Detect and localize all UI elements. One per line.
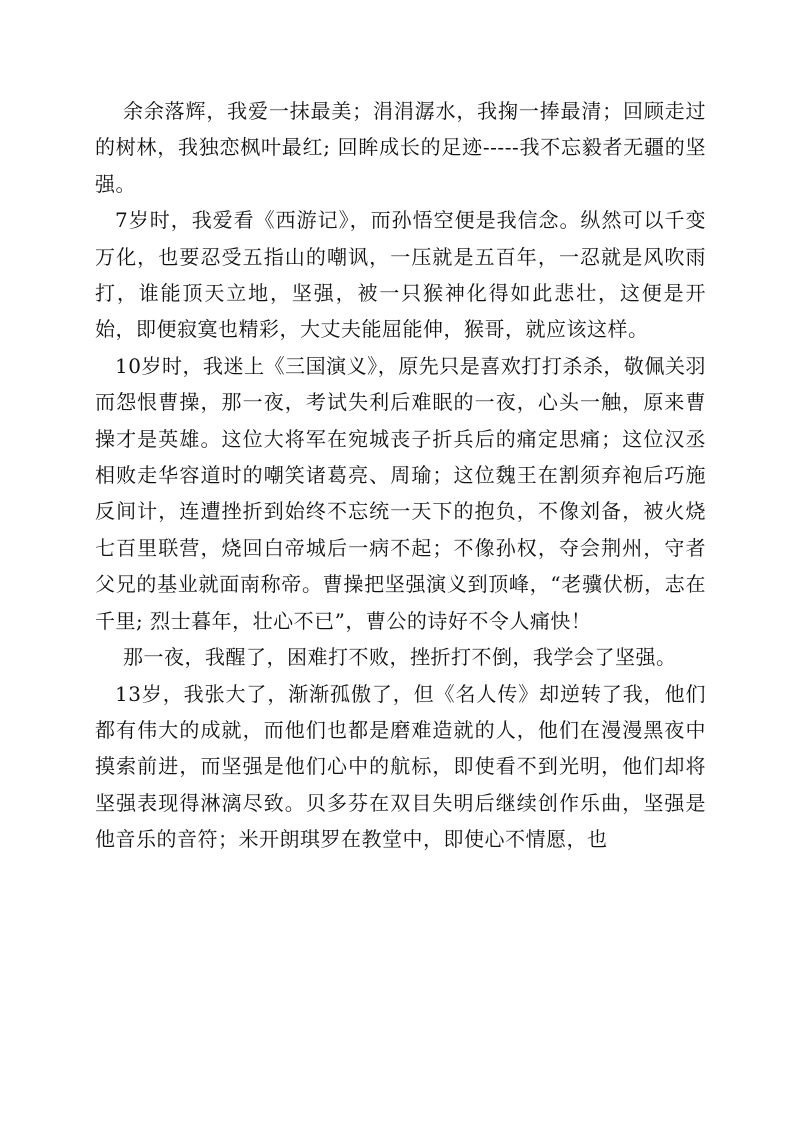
paragraph-that-night: 那一夜，我醒了，困难打不败，挫折打不倒，我学会了坚强。 [123, 645, 677, 670]
document-page [95, 93, 706, 858]
paragraph-age-13: 13岁，我张大了，渐渐孤傲了，但《名人传》却逆转了我，他们都有伟大的成就，而他们也都是磨难造就的人，他们在漫漫黑夜中摸索前进，而坚强是他们心中的航标，即使看不到光明，他们却将坚强表现得淋漓尽致。贝多芬在双目失明后继续创作乐曲，坚强是他音乐的音符；米开朗琪罗在教堂中，即使心不情愿，也 [95, 681, 706, 852]
paragraph-age-10: 10岁时，我迷上《三国演义》，原先只是喜欢打打杀杀，敬佩关羽而怨恨曹操，那一夜，考试失利后难眠的一夜，心头一触，原来曹操才是英雄。这位大将军在宛城丧子折兵后的痛定思痛；这位汉丞相败走华容道时的嘲笑诸葛亮、周瑜；这位魏王在割须弃袍后巧施反间计，连遭挫折到始终不忘统一天下的抱负，不像刘备，被火烧七百里联营，烧回白帝城后一病不起；不像孙权，夺会荆州，守者父兄的基业就面南称帝。曹操把坚强演义到顶峰，“老骥伏枥，志在千里; 烈士暮年，壮心不已”，曹公的诗好不令人痛快！ [95, 353, 706, 633]
paragraph-intro: 余余落辉，我爱一抹最美；涓涓潺水，我掬一捧最清；回顾走过的树林，我独恋枫叶最红; 回眸成长的足迹-----我不忘毅者无疆的坚强。 [95, 99, 706, 196]
paragraph-age-7: 7岁时，我爱看《西游记》，而孙悟空便是我信念。纵然可以千变万化，也要忍受五指山的嘲讽，一压就是五百年，一忍就是风吹雨打，谁能顶天立地，坚强，被一只猴神化得如此悲壮，这便是开始，即便寂寞也精彩，大丈夫能屈能伸，猴哥，就应该这样。 [95, 208, 706, 342]
